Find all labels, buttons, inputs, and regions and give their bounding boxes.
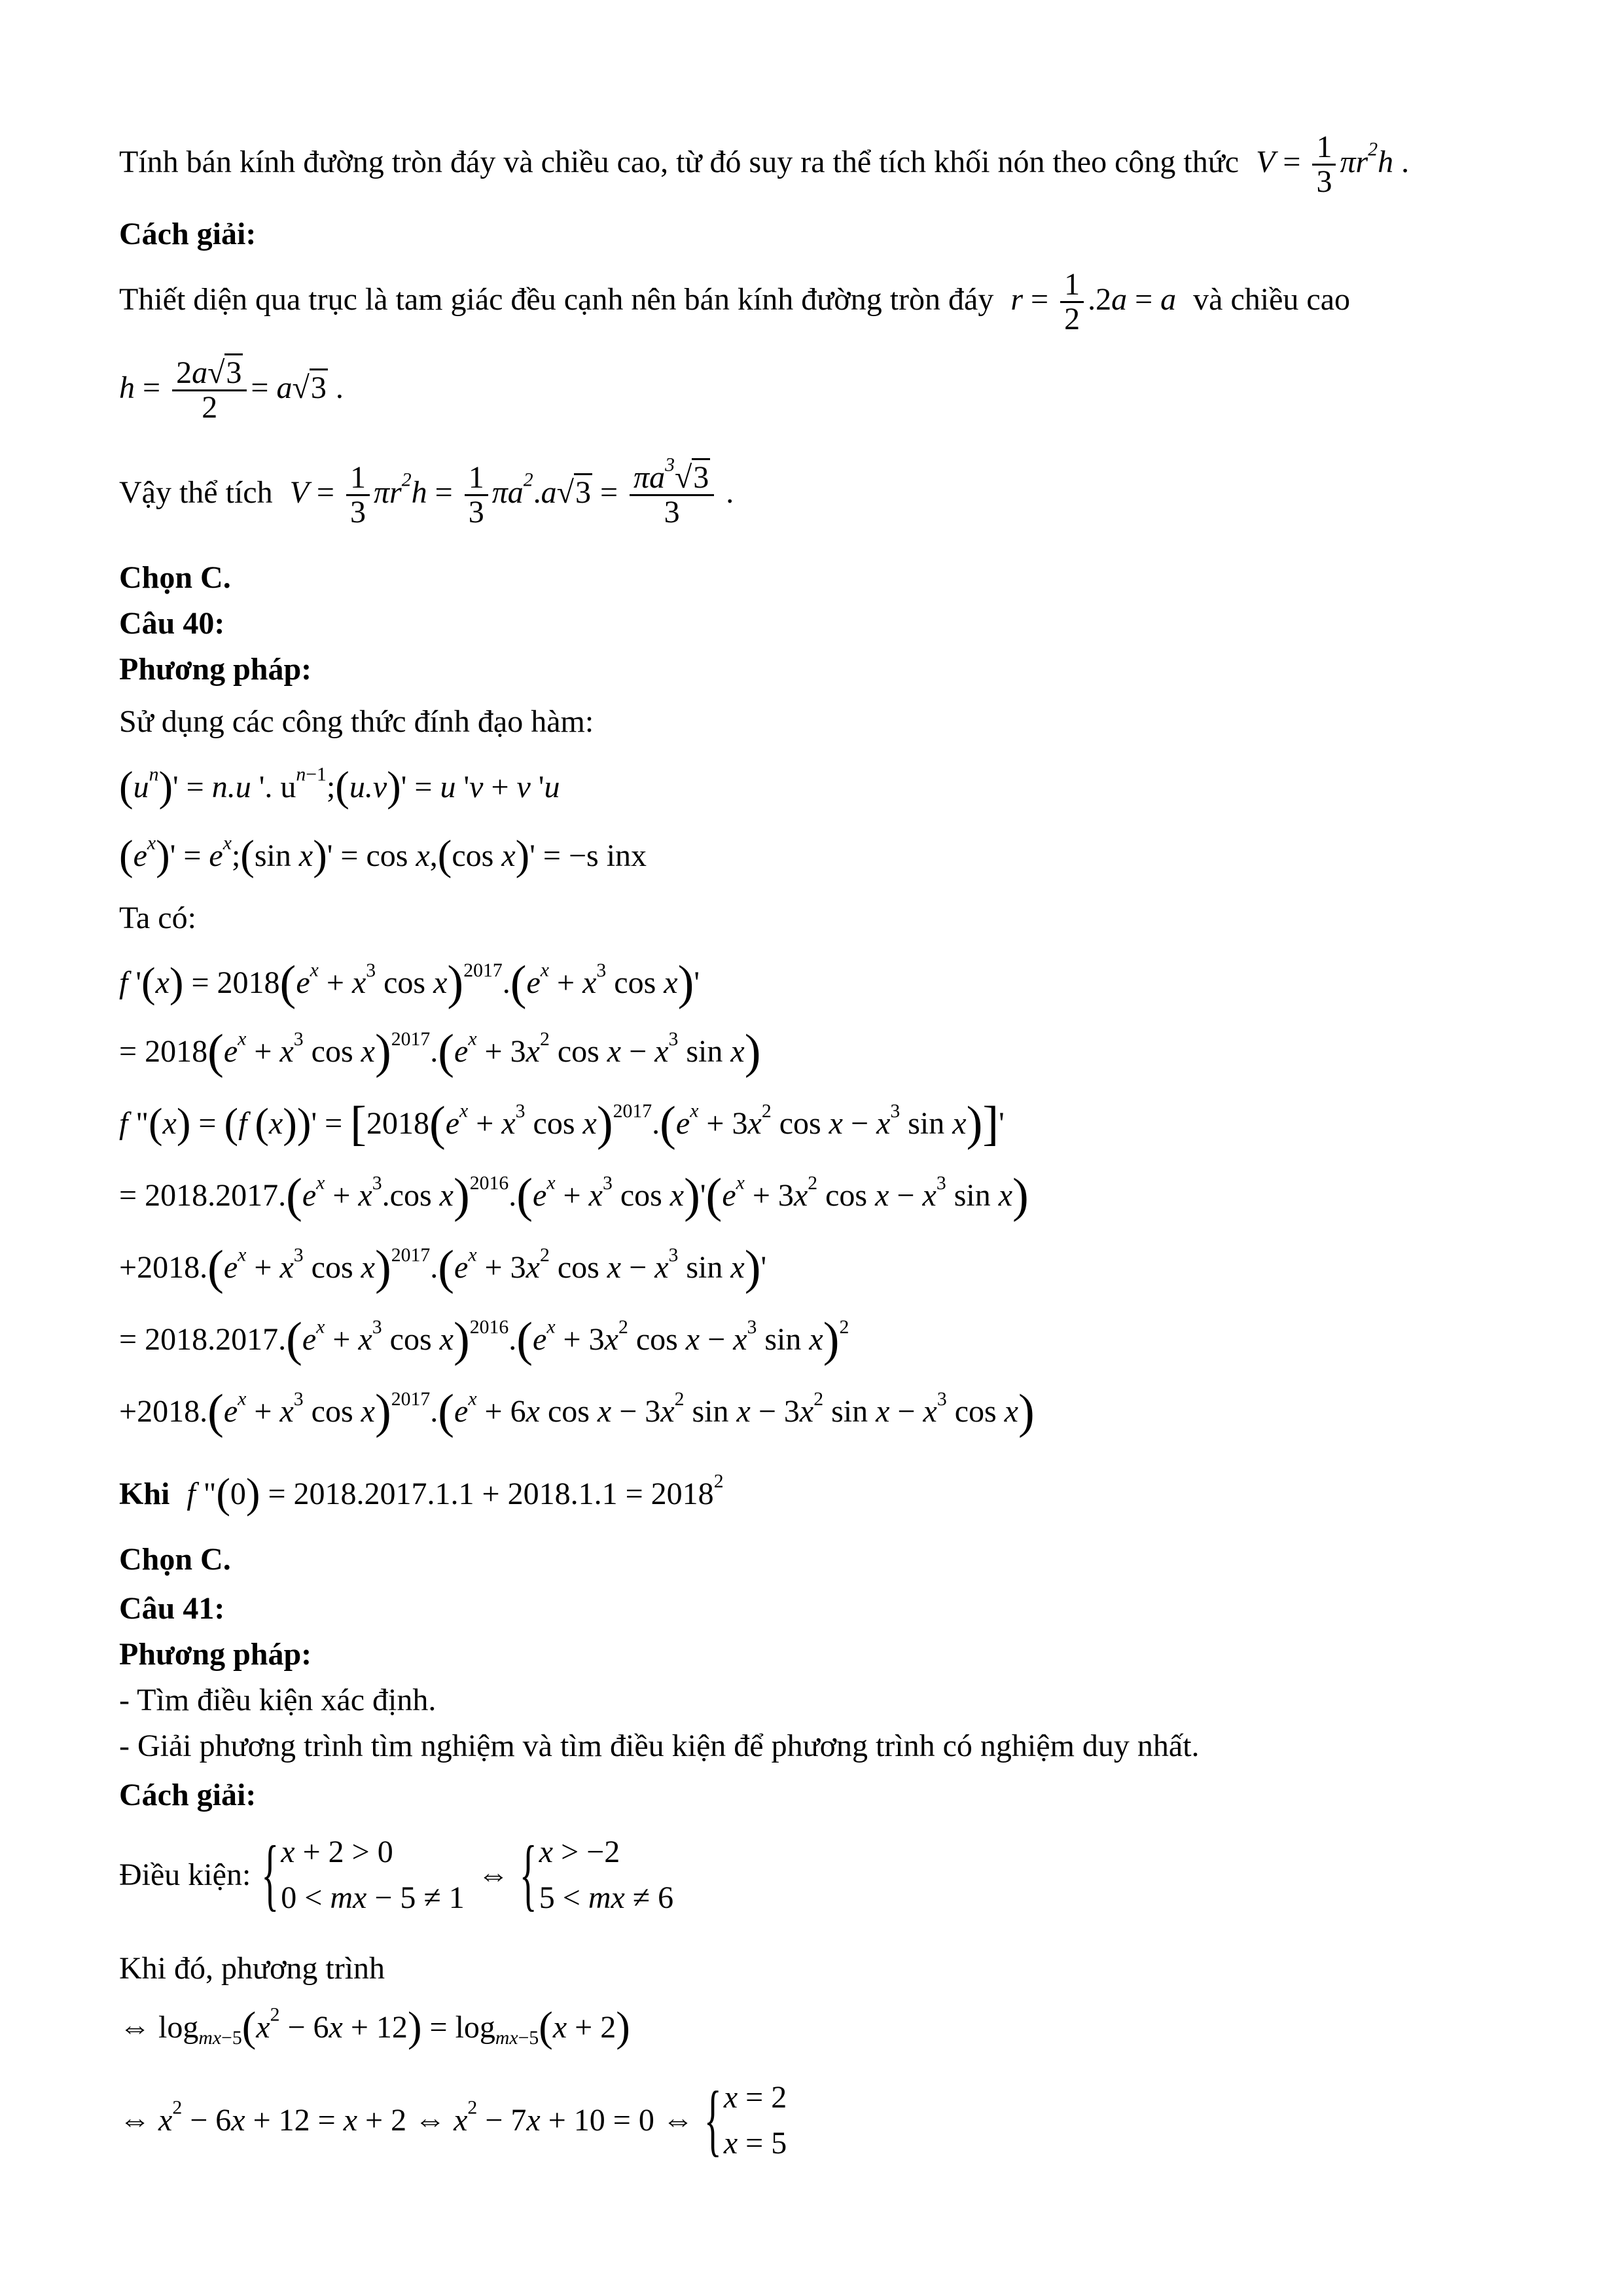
solution-line-1: Thiết diện qua trục là tam giác đều cạnh nên bán kính đường tròn đáy r = $\frac{1}{2}$ .2a = a và chiều cao [119,267,1351,337]
formula-derivative-1: $(u^n)' = n.u$ '. $u^{n-1};(u.v)' = u$ 'v + v 'u [119,763,560,810]
condition-line: Điều kiện: { x + 2 > 0 0 < mx − 5 ≠ 1 ⇔ { x > −2 5 < mx ≠ 6 [119,1830,674,1920]
eq-f-double-prime-4: = $2018.2017.(e^x + x^3$ $\cos x)^{2016}.(e^x + 3x^2$ $\cos x - x^3$ sin x)$^2$ [119,1313,849,1367]
choice-39: Chọn C. [119,560,231,595]
question-41-title: Câu 41: [119,1591,225,1626]
eq-f-double-prime-2: = $2018.2017.(e^x + x^3.\cos$ $x)^{2016}.(e^x + x^3$ $\cos x)'(e^x + 3x^2$ $\cos x - x^3$ sin x) [119,1169,1029,1223]
question-40-title: Câu 40: [119,606,225,641]
method-41-heading: Phương pháp: [119,1637,312,1672]
method-40-line: Sử dụng các công thức đính đạo hàm: [119,704,594,739]
heading-solution: Cách giải: [119,217,257,251]
solution-line-volume: Vậy thể tích V = $\frac{1}{3}$ $\pi r^2h$ = $\frac{1}{3}$ $\pi a^2.a√3$ = $\frac{\pi a^3√3}{3}$ . [119,454,734,530]
method-41-bullet-2: - Giải phương trình tìm nghiệm và tìm điều kiện để phương trình có nghiệm duy nhất. [119,1729,1200,1763]
then-text: Khi đó, phương trình [119,1951,385,1986]
eq-log: ⇔ $\log_{mx-5}(x^2 - 6x + 12) = \log_{mx-5}(x + 2)$ [119,2003,630,2051]
solution-line-h: h = $\frac{2a√3}{2}$ = a√3 . [119,357,344,425]
formula-derivative-2: $(e^x)'$ = $e^x;(\sin$ x)' = cos x,(cos x)' = −s inx [119,832,647,879]
eq-f-prime-1: f '$(x) = 2018(e^x + x^3$ $\cos x)^{2017}.(e^x + x^3$ cos x)' [119,956,700,1010]
condition-system-1: { x + 2 > 0 0 < mx − 5 ≠ 1 [261,1830,465,1920]
condition-system-2: { x > −2 5 < mx ≠ 6 [519,1830,674,1920]
eq-f-double-prime-3: $+2018.(e^x + x^3$ $\cos x)^{2017}.(e^x + 3x^2$ $\cos x - x^3$ sin x)' [119,1241,767,1295]
method-line-cone: Tính bán kính đường tròn đáy và chiều cao, từ đó suy ra thể tích khối nón theo công thức V = $\frac{1}{3}$ $\pi r^2h$ . [119,130,1410,200]
eq-f-double-prime-5: $+2018.(e^x + x^3$ $\cos x)^{2017}.(e^x + 6x$ $\cos x - 3x^2$ $\sin x - 3x^2$ $\sin x - x^3$ cos x) [119,1385,1035,1439]
choice-40: Chọn C. [119,1542,231,1577]
method-40-heading: Phương pháp: [119,652,312,687]
method-41-bullet-1: - Tìm điều kiện xác định. [119,1683,437,1717]
fraction-one-third: $\frac{1}{3}$ [1312,131,1336,199]
eq-f-prime-2: = $2018(e^x + x^3$ $\cos x)^{2017}.(e^x + 3x^2$ $\cos x - x^3$ sin x) [119,1025,761,1079]
solution-41-heading: Cách giải: [119,1778,257,1812]
ta-co: Ta có: [119,901,196,935]
eq-f-double-prime-zero: Khi f "$(0) = 2018.2017.1.1 + 2018.1.1 = 2018^2$ [119,1470,724,1517]
roots-system: { x = 2 x = 5 [704,2075,787,2165]
eq-quadratic: ⇔ $x^2 - 6x + 12 = x + 2$ ⇔ $x^2 - 7x + 10 = 0$ ⇔ { x = 2 x = 5 [119,2075,787,2165]
eq-f-double-prime-1: f "(x) = (f $(x))' = [2018(e^x + x^3$ $\cos x)^{2017}.(e^x + 3x^2$ $\cos x - x^3$ sin x)]' [119,1097,1005,1151]
method-text: Tính bán kính đường tròn đáy và chiều cao, từ đó suy ra thể tích khối nón theo công thức [119,144,1240,179]
